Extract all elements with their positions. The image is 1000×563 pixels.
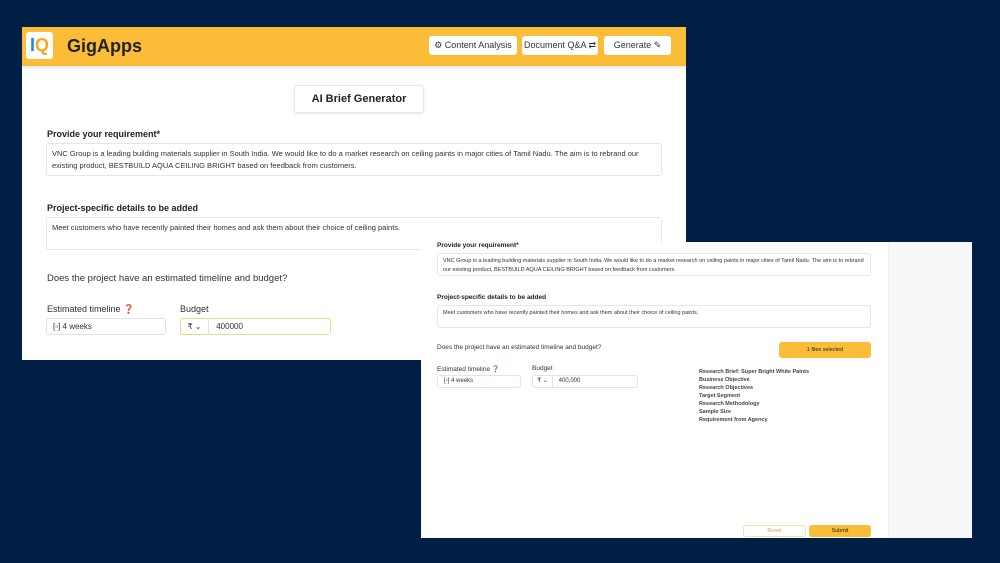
timeline-input[interactable]: [▫] 4 weeks bbox=[437, 375, 521, 388]
edit-icon: ✎ bbox=[651, 40, 662, 50]
brief-section: Research Objectives bbox=[699, 385, 754, 391]
currency-select[interactable]: ₹ ⌄ bbox=[533, 376, 553, 387]
requirement-label: Provide your requirement* bbox=[437, 242, 519, 249]
files-selected-button[interactable]: 1 files selected bbox=[779, 342, 871, 358]
brief-section: Requirement from Agency bbox=[699, 417, 768, 423]
requirement-input[interactable]: VNC Group is a leading building materials supplier in South India. We would like to do a market research on ceiling paints in major cities of Tamil Nadu. The aim is to rebrand our existing product, BESTBUILD AQUA CEILING BRIGHT based on feedback from customers. bbox=[46, 143, 662, 176]
timeline-question: Does the project have an estimated timeline and budget? bbox=[437, 344, 602, 351]
brief-section: Research Methodology bbox=[699, 401, 760, 407]
brain-icon: ⚙ bbox=[434, 40, 445, 50]
reset-button[interactable]: Reset bbox=[743, 525, 806, 537]
document-qa-button[interactable]: Document Q&A ⇄ bbox=[522, 36, 598, 55]
page-title: AI Brief Generator bbox=[294, 85, 424, 113]
requirement-input[interactable]: VNC Group is a leading building materials supplier in South India. We would like to do a market research on ceiling paints in major cities of Tamil Nadu. The aim is to rebrand our existing product, BESTBUILD AQUA CEILING BRIGHT based on feedback from customers. bbox=[437, 253, 871, 276]
app-header bbox=[22, 27, 686, 66]
brief-section: Target Segment bbox=[699, 393, 741, 399]
timeline-question: Does the project have an estimated timeline and budget? bbox=[47, 273, 288, 284]
details-input[interactable]: Meet customers who have recently painted their homes and ask them about their choice of ceiling paints. bbox=[437, 305, 871, 328]
help-icon[interactable]: ❓ bbox=[491, 366, 501, 373]
brief-section: Research Brief: Super Bright White Paints bbox=[699, 369, 810, 375]
currency-select[interactable]: ₹ ⌄ bbox=[181, 319, 209, 334]
details-input[interactable]: Meet customers who have recently painted their homes and ask them about their choice of ceiling paints. bbox=[46, 217, 662, 250]
budget-label: Budget bbox=[532, 365, 553, 372]
generate-button[interactable]: Generate ✎ bbox=[604, 36, 671, 55]
timeline-input[interactable]: [▫] 4 weeks bbox=[46, 318, 166, 335]
budget-label: Budget bbox=[180, 304, 209, 314]
help-icon[interactable]: ❓ bbox=[123, 304, 135, 314]
submit-button[interactable]: Submit bbox=[809, 525, 871, 537]
brief-section: Business Objective bbox=[699, 377, 750, 383]
details-label: Project-specific details to be added bbox=[437, 294, 547, 301]
timeline-label: Estimated timeline bbox=[47, 304, 121, 314]
details-label: Project-specific details to be added bbox=[47, 203, 199, 213]
brief-outline bbox=[699, 368, 809, 424]
content-analysis-button[interactable]: ⚙ Content Analysis bbox=[429, 36, 517, 55]
requirement-label: Provide your requirement* bbox=[47, 129, 161, 139]
budget-input[interactable]: ₹ ⌄ 400000 bbox=[180, 318, 331, 335]
app-title: GigApps bbox=[67, 36, 142, 56]
timeline-label: Estimated timeline bbox=[437, 366, 491, 373]
brief-section: Sample Size bbox=[699, 409, 732, 415]
budget-input[interactable]: ₹ ⌄ 400,000 bbox=[532, 375, 638, 388]
calendar-icon: [▫] bbox=[444, 378, 450, 384]
sidebar-panel bbox=[888, 242, 972, 538]
app-logo[interactable]: IQ bbox=[26, 32, 53, 59]
calendar-icon: [▫] bbox=[53, 322, 61, 331]
front-window bbox=[421, 242, 972, 538]
document-icon: ⇄ bbox=[585, 40, 597, 50]
